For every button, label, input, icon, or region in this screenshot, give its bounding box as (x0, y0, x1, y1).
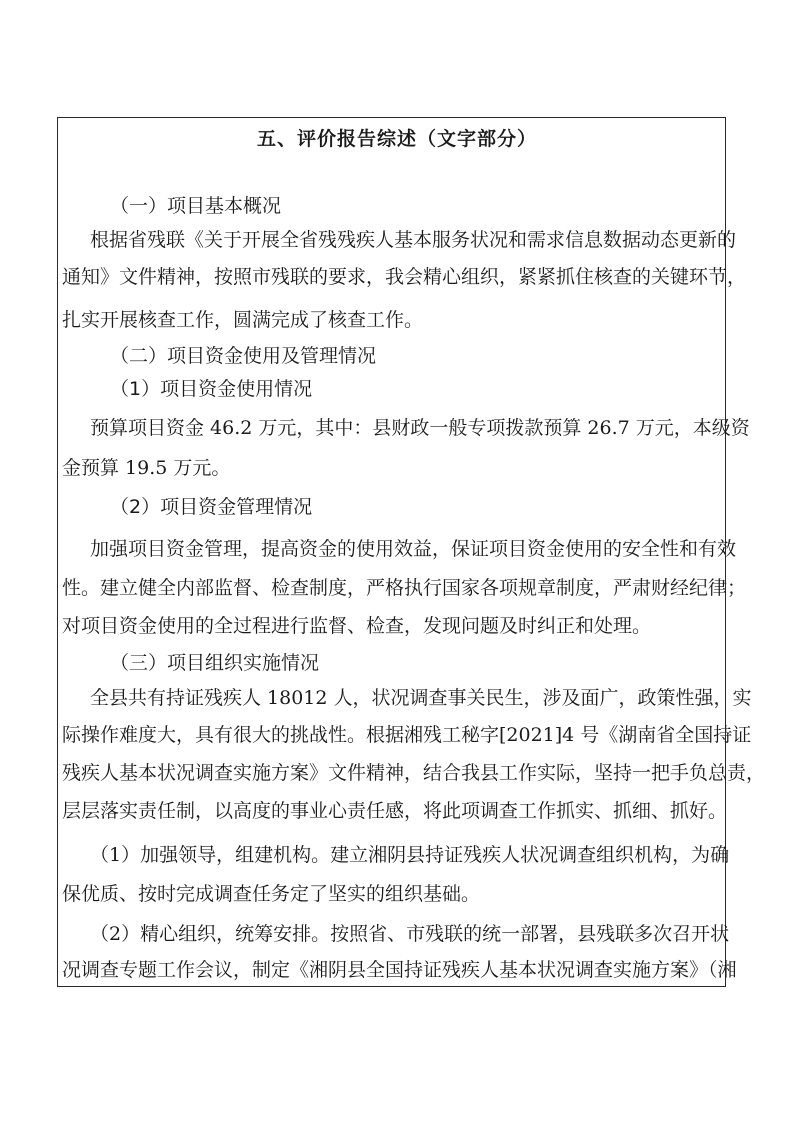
subheading-funds-usage: （1）项目资金使用情况 (110, 378, 313, 400)
paragraph-line: 保优质、按时完成调查任务定了坚实的组织基础。 (62, 883, 481, 905)
paragraph-line: 况调查专题工作会议，制定《湘阴县全国持证残疾人基本状况调查实施方案》（湘 (62, 959, 737, 981)
paragraph-line: 根据省残联《关于开展全省残残疾人基本服务状况和需求信息数据动态更新的 (90, 229, 737, 251)
paragraph-line: 加强项目资金管理，提高资金的使用效益，保证项目资金使用的安全性和有效 (90, 538, 737, 560)
paragraph-line: （2）精心组织，统筹安排。按照省、市残联的统一部署，县残联多次召开状 (90, 923, 730, 945)
section-title: 五、评价报告综述（文字部分） (256, 128, 537, 150)
heading-project-overview: （一）项目基本概况 (110, 195, 282, 217)
paragraph-line: 金预算 19.5 万元。 (62, 457, 231, 479)
heading-funds-management: （二）项目资金使用及管理情况 (110, 345, 377, 367)
paragraph-line: 际操作难度大，具有很大的挑战性。根据湘残工秘字[2021]4 号《湖南省全国持证 (62, 724, 752, 746)
paragraph-line: （1）加强领导，组建机构。建立湘阴县持证残疾人状况调查组织机构，为确 (90, 844, 730, 866)
paragraph-line: 对项目资金使用的全过程进行监督、检查，发现问题及时纠正和处理。 (62, 615, 652, 637)
paragraph-line: 扎实开展核查工作，圆满完成了核查工作。 (62, 309, 424, 331)
subheading-funds-control: （2）项目资金管理情况 (110, 496, 313, 518)
paragraph-line: 残疾人基本状况调查实施方案》文件精神，结合我县工作实际，坚持一把手负总责， (62, 762, 766, 784)
paragraph-line: 性。建立健全内部监督、检查制度，严格执行国家各项规章制度，严肃财经纪律； (62, 577, 747, 599)
paragraph-line: 预算项目资金 46.2 万元，其中：县财政一般专项拨款预算 26.7 万元，本级资 (90, 417, 750, 439)
paragraph-line: 全县共有持证残疾人 18012 人，状况调查事关民生，涉及面广，政策性强，实 (90, 687, 752, 709)
paragraph-line: 通知》文件精神，按照市残联的要求，我会精心组织，紧紧抓住核查的关键环节， (62, 266, 747, 288)
heading-implementation: （三）项目组织实施情况 (110, 652, 320, 674)
paragraph-line: 层层落实责任制，以高度的事业心责任感，将此项调查工作抓实、抓细、抓好。 (62, 800, 728, 822)
